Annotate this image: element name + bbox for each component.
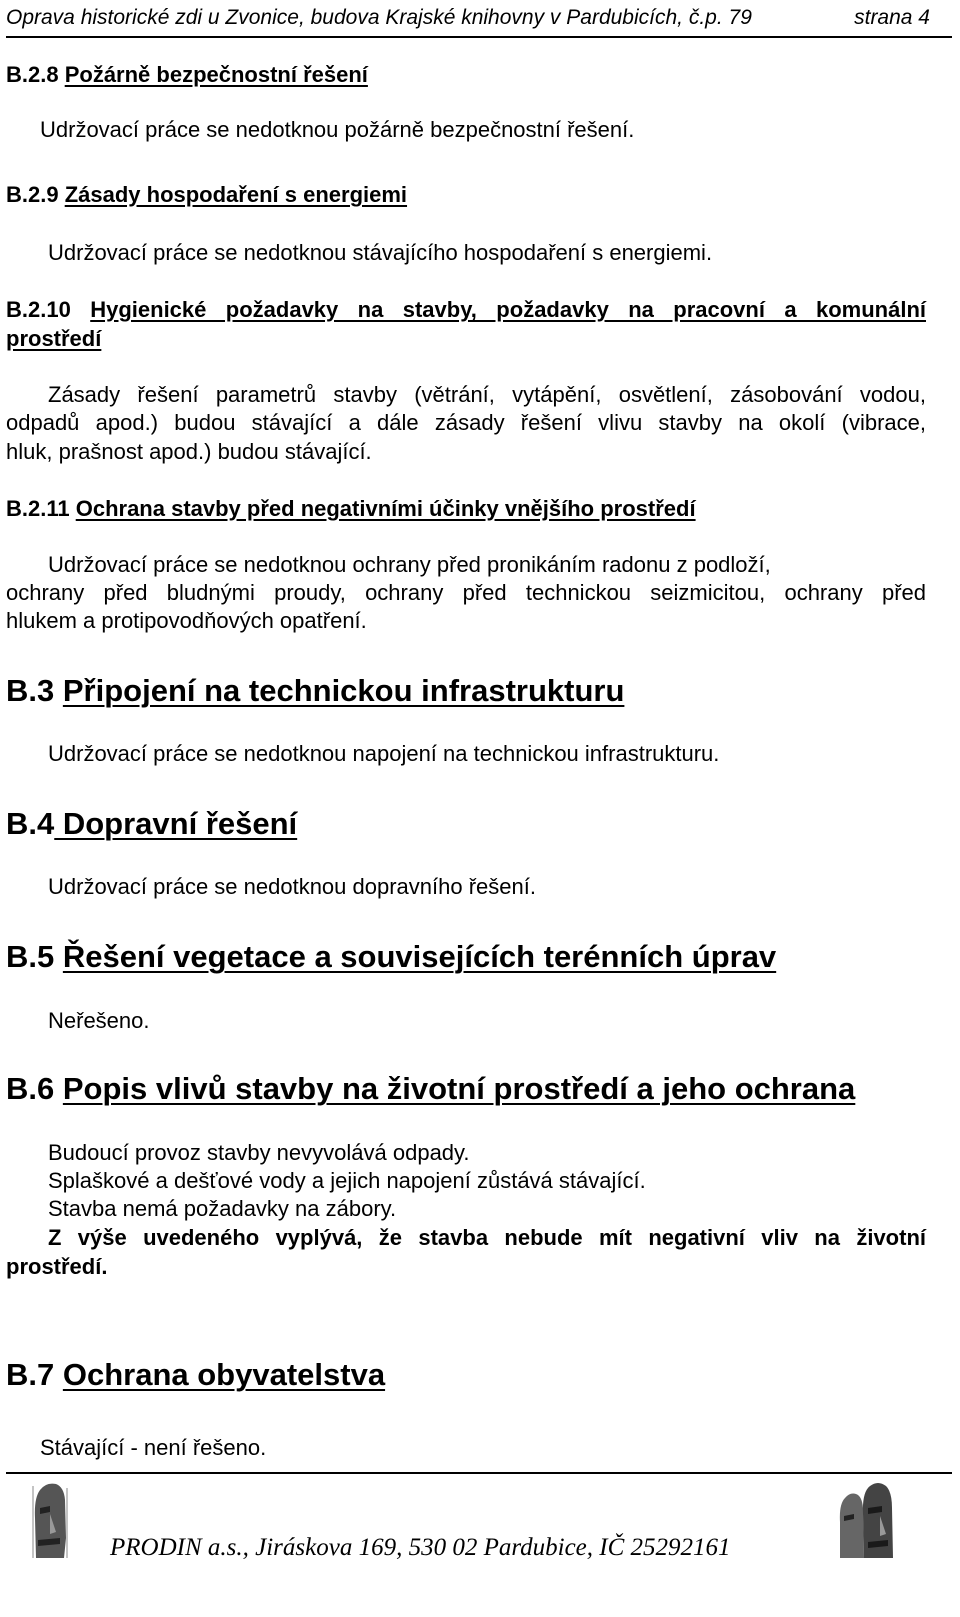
heading-b28 — [6, 62, 368, 88]
heading-b210-number: B.2.10 — [6, 297, 91, 322]
text-b6-conclusion-line2: prostředí. — [6, 1254, 108, 1279]
heading-b210-title-line1: Hygienické požadavky na stavby, požadavky na pracovní a komunální — [90, 297, 926, 322]
text-b210-line1: Zásady řešení parametrů stavby (větrání, vytápění, osvětlení, zásobování vodou, — [48, 382, 926, 407]
heading-b4 — [6, 806, 297, 842]
heading-b6-title: Popis vlivů stavby na životní prostředí a jeho ochrana — [62, 1071, 856, 1106]
heading-b3-number: B.3 — [6, 673, 63, 708]
heading-b4-title: Dopravní řešení — [54, 806, 298, 841]
text-b5: Neřešeno. — [48, 1008, 150, 1033]
heading-b28-number: B.2.8 — [6, 62, 65, 87]
text-b29: Udržovací práce se nedotknou stávajícího hospodaření s energiemi. — [48, 240, 713, 265]
heading-b28-title: Požárně bezpečnostní řešení — [64, 62, 368, 87]
text-b6-line3: Stavba nemá požadavky na zábory. — [48, 1196, 397, 1221]
heading-b5-title: Řešení vegetace a souvisejících terénních úprav — [62, 939, 777, 974]
heading-b6 — [6, 1071, 855, 1107]
text-b211-line3: hlukem a protipovodňových opatření. — [6, 608, 367, 633]
heading-b7-title: Ochrana obyvatelstva — [62, 1357, 386, 1392]
heading-b29-title: Zásady hospodaření s energiemi — [64, 182, 408, 207]
heading-b3 — [6, 673, 624, 709]
text-b211-line1: Udržovací práce se nedotknou ochrany před pronikáním radonu z podloží, — [48, 552, 771, 577]
moai-logo-left — [30, 1478, 70, 1560]
text-b210-line3: hluk, prašnost apod.) budou stávající. — [6, 439, 372, 464]
heading-b211-title: Ochrana stavby před negativními účinky vnějšího prostředí — [75, 496, 696, 521]
header-page-number: strana 4 — [854, 6, 930, 29]
heading-b211-number: B.2.11 — [6, 496, 76, 521]
text-b28: Udržovací práce se nedotknou požárně bezpečnostní řešení. — [40, 117, 635, 142]
footer-company: PRODIN a.s., Jiráskova 169, 530 02 Pardubice, IČ 25292161 — [110, 1534, 731, 1561]
text-b3: Udržovací práce se nedotknou napojení na technickou infrastrukturu. — [48, 741, 720, 766]
text-b4: Udržovací práce se nedotknou dopravního řešení. — [48, 874, 536, 899]
header-rule — [6, 36, 952, 38]
text-b211-line2: ochrany před bludnými proudy, ochrany před technickou seizmicitou, ochrany před — [6, 580, 926, 605]
heading-b211 — [6, 496, 696, 522]
text-b6-conclusion-line1: Z výše uvedeného vyplývá, že stavba nebude mít negativní vliv na životní — [48, 1225, 926, 1250]
heading-b7 — [6, 1357, 385, 1393]
text-b210-line2: odpadů apod.) budou stávající a dále zásady řešení vlivu stavby na okolí (vibrace, — [6, 410, 926, 435]
heading-b7-number: B.7 — [6, 1357, 63, 1392]
heading-b5 — [6, 939, 776, 975]
heading-b5-number: B.5 — [6, 939, 63, 974]
text-b7: Stávající - není řešeno. — [40, 1435, 267, 1460]
heading-b29-number: B.2.9 — [6, 182, 65, 207]
text-b6-line2: Splaškové a dešťové vody a jejich napojení zůstává stávající. — [48, 1168, 646, 1193]
heading-b4-number: B.4 — [6, 806, 55, 841]
heading-b210-line2 — [6, 326, 101, 352]
header-title: Oprava historické zdi u Zvonice, budova Krajské knihovny v Pardubicích, č.p. 79 — [6, 6, 752, 29]
moai-logo-right — [836, 1478, 896, 1560]
footer-rule — [6, 1472, 952, 1474]
heading-b29 — [6, 182, 407, 208]
heading-b6-number: B.6 — [6, 1071, 63, 1106]
heading-b210 — [6, 297, 926, 323]
heading-b210-title-line2: prostředí — [6, 326, 102, 351]
text-b6-line1: Budoucí provoz stavby nevyvolává odpady. — [48, 1140, 470, 1165]
heading-b3-title: Připojení na technickou infrastrukturu — [62, 673, 625, 708]
